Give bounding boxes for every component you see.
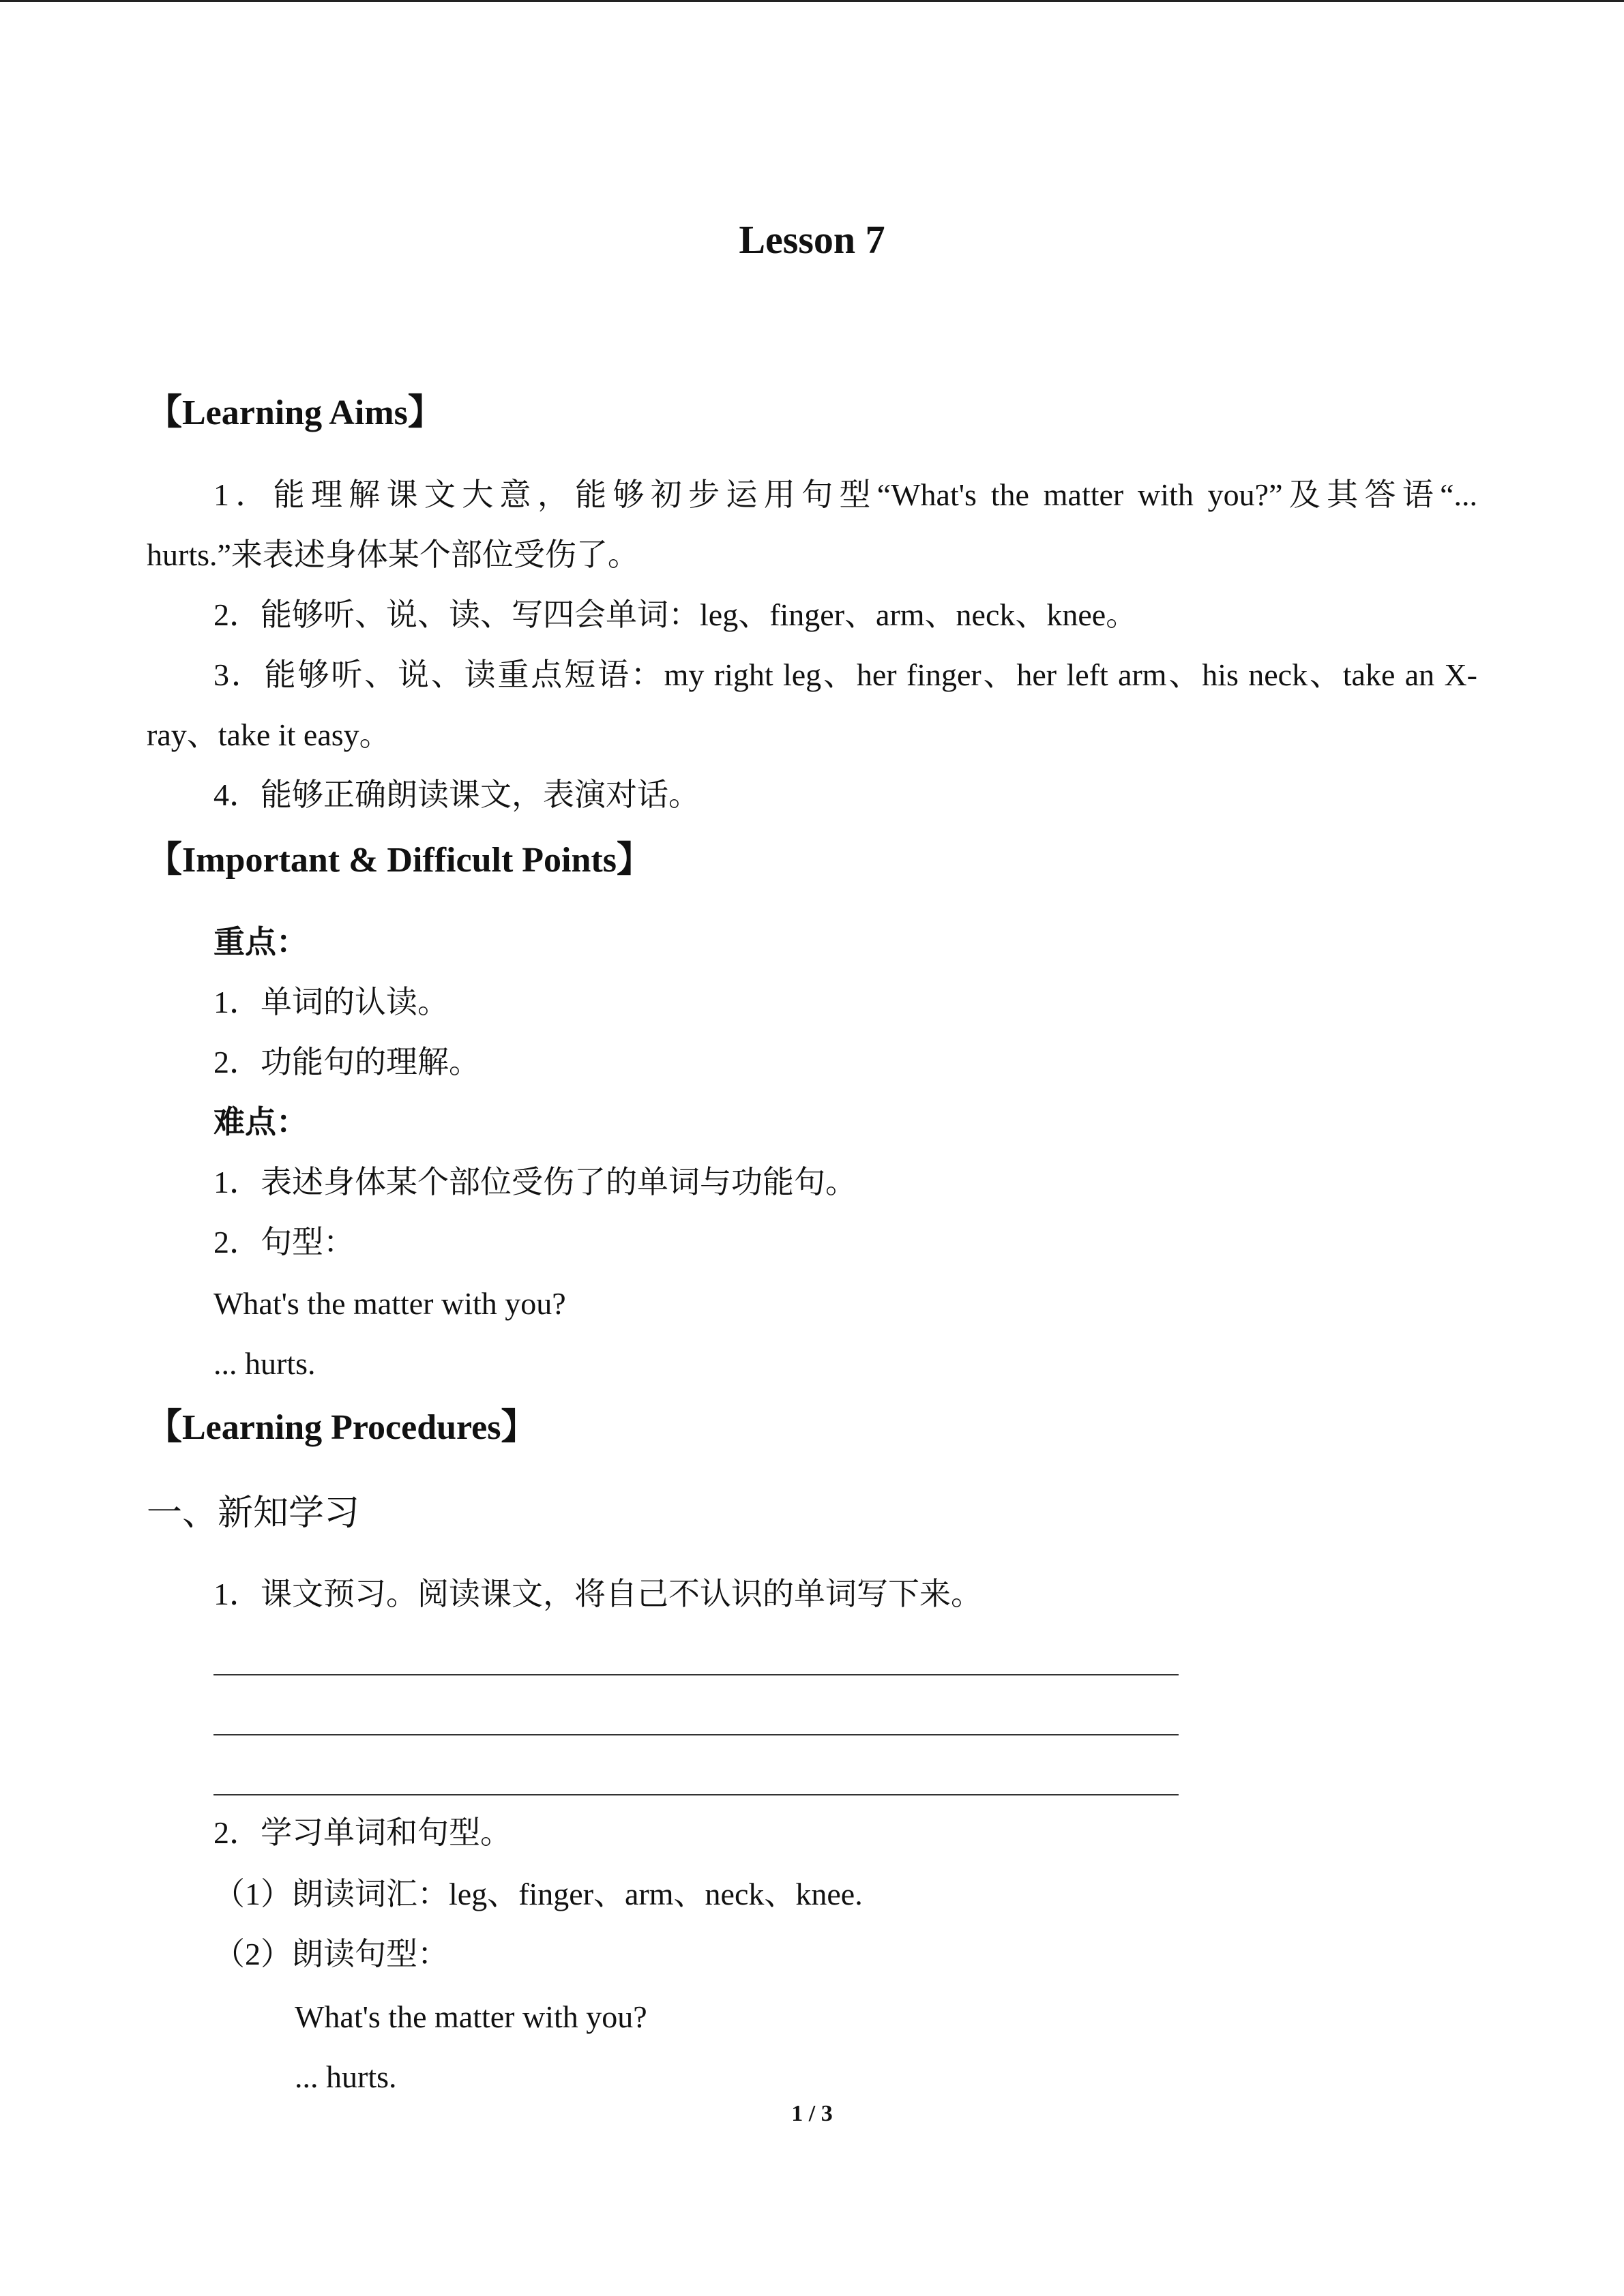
section-new-knowledge: 一、新知学习 [147, 1494, 360, 1533]
aim-item-3-line-2: ray、take it easy。 [147, 717, 391, 752]
aim-item-2: 2．能够听、说、读、写四会单词：leg、finger、arm、neck、knee。 [213, 597, 1138, 632]
key-point-2: 2．功能句的理解。 [213, 1045, 480, 1079]
points-heading: 【Important & Difficult Points】 [147, 841, 652, 880]
aim-item-4: 4．能够正确朗读课文，表演对话。 [213, 777, 700, 812]
answer-blank-line-2[interactable] [213, 1734, 1179, 1735]
answer-blank-line-3[interactable] [213, 1794, 1179, 1795]
points-sentence-2: ... hurts. [213, 1346, 316, 1381]
key-point-1: 1．单词的认读。 [213, 985, 449, 1019]
points-sentence-1: What's the matter with you? [213, 1286, 566, 1321]
answer-blank-line-1[interactable] [213, 1674, 1179, 1675]
key-points-label: 重点： [213, 925, 308, 959]
difficult-point-1: 1．表述身体某个部位受伤了的单词与功能句。 [213, 1165, 857, 1199]
procedure-sub-1: （1）朗读词汇：leg、finger、arm、neck、knee. [213, 1877, 863, 1911]
page-number: 1 / 3 [791, 2101, 833, 2126]
aim-item-1-line-2: hurts.”来表述身体某个部位受伤了。 [147, 537, 639, 572]
aim-item-1-line-1: 1．能理解课文大意，能够初步运用句型“What's the matter with you?”及其答语“... [213, 477, 1477, 512]
procedure-sentence-2: ... hurts. [295, 2059, 397, 2094]
difficult-point-2: 2．句型： [213, 1225, 355, 1259]
procedure-step-1: 1．课文预习。阅读课文，将自己不认识的单词写下来。 [213, 1577, 982, 1611]
procedure-sentence-1: What's the matter with you? [295, 1999, 647, 2034]
procedure-step-2: 2．学习单词和句型。 [213, 1815, 512, 1850]
procedures-heading: 【Learning Procedures】 [147, 1408, 537, 1447]
top-border-line [0, 0, 1624, 2]
procedure-sub-2: （2）朗读句型： [213, 1937, 449, 1971]
aim-item-3-line-1: 3．能够听、说、读重点短语：my right leg、her finger、her left arm、his neck、take an X- [213, 657, 1477, 692]
difficult-points-label: 难点： [213, 1105, 308, 1139]
page-title: Lesson 7 [739, 218, 885, 262]
learning-aims-heading: 【Learning Aims】 [147, 393, 443, 432]
